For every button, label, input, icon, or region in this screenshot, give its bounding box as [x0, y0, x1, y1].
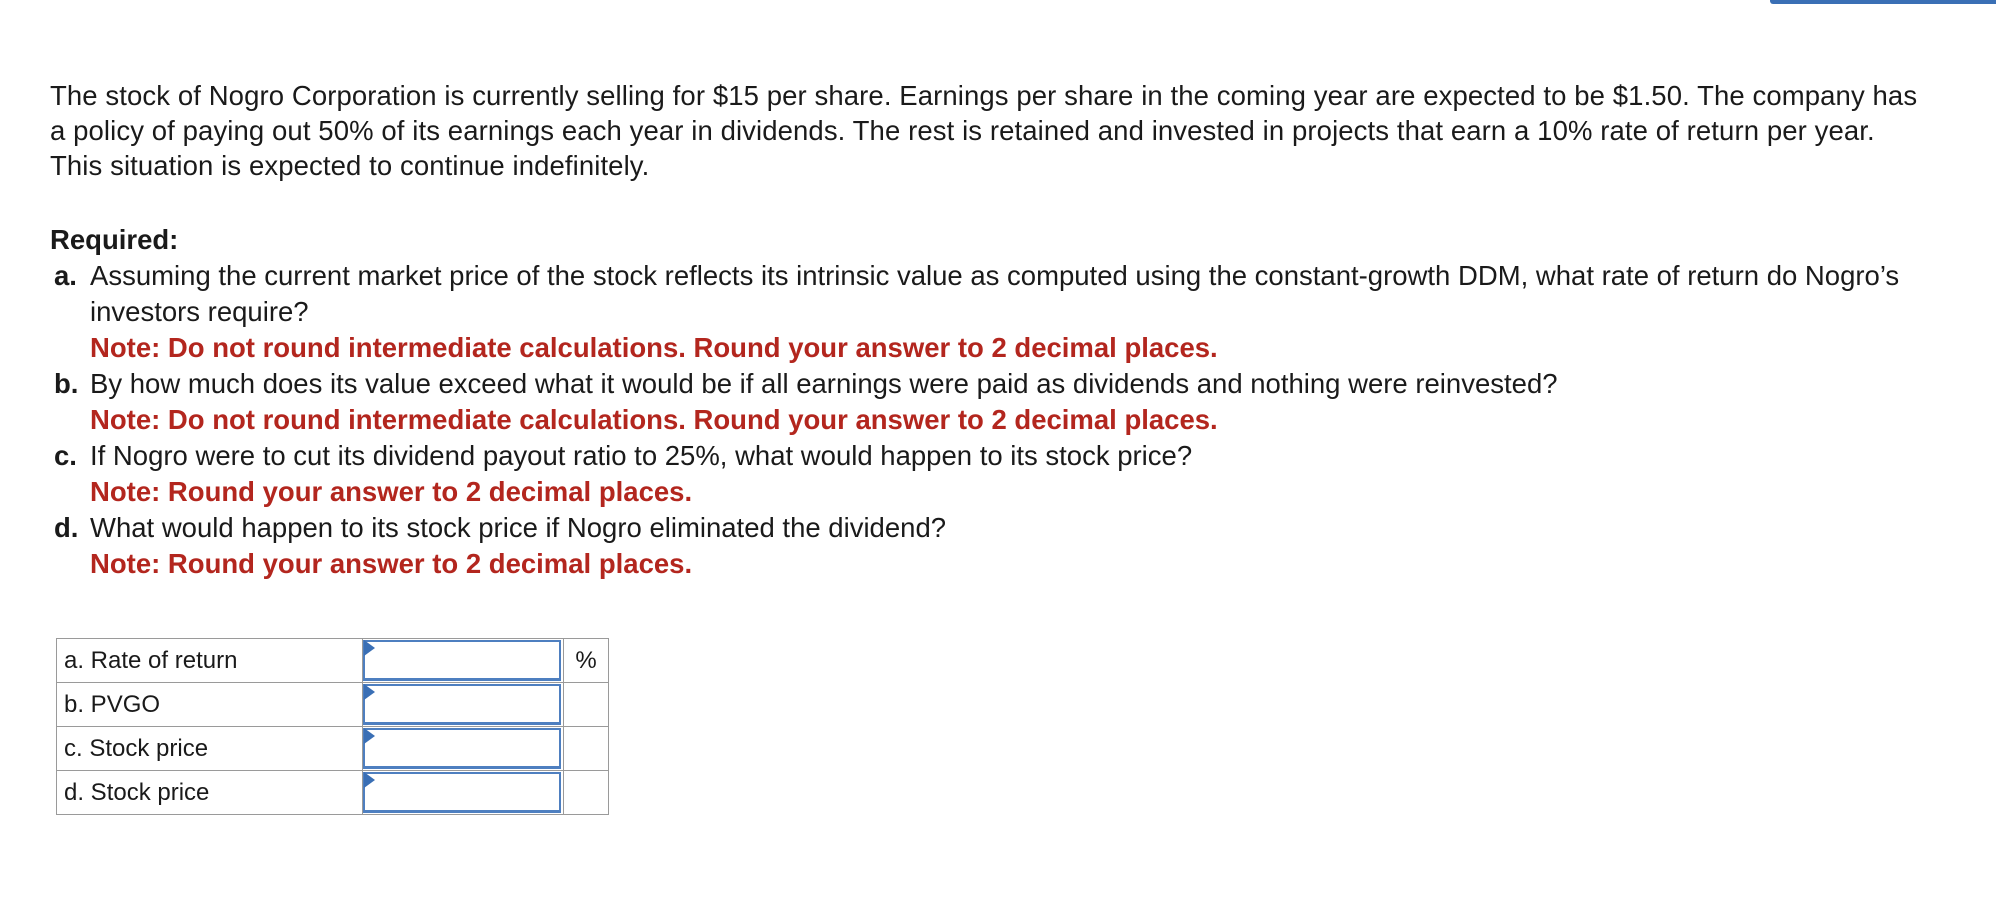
question-text: What would happen to its stock price if Nogro eliminated the dividend? — [90, 512, 947, 543]
answer-label: c. Stock price — [57, 727, 363, 771]
unit-cell — [564, 683, 609, 727]
answer-label: a. Rate of return — [57, 639, 363, 683]
answer-row-stock-price-d — [57, 771, 609, 815]
unit-cell — [564, 771, 609, 815]
question-content — [50, 78, 1930, 582]
percent-unit: % — [564, 639, 609, 683]
question-note: Note: Round your answer to 2 decimal places. — [90, 476, 693, 507]
stock-price-d-input[interactable] — [363, 772, 561, 813]
answer-input-cell — [363, 639, 564, 683]
question-text: By how much does its value exceed what it would be if all earnings were paid as dividends and nothing were reinvested? — [90, 368, 1558, 399]
top-accent-bar — [1770, 0, 1996, 4]
answer-row-rate-of-return — [57, 639, 609, 683]
question-letter: b. — [54, 368, 79, 399]
unit-cell — [564, 727, 609, 771]
answer-input-cell — [363, 683, 564, 727]
stock-price-c-input[interactable] — [363, 728, 561, 769]
answer-label: b. PVGO — [57, 683, 363, 727]
rate-of-return-input[interactable] — [363, 640, 561, 681]
question-letter: c. — [54, 440, 77, 471]
answer-input-cell — [363, 771, 564, 815]
question-text: Assuming the current market price of the stock reflects its intrinsic value as computed using the constant-growth DDM, what rate of return do Nogro’s investors require? — [90, 260, 1900, 327]
answer-table — [56, 638, 609, 815]
question-text: If Nogro were to cut its dividend payout ratio to 25%, what would happen to its stock price? — [90, 440, 1193, 471]
answer-input-cell — [363, 727, 564, 771]
problem-intro: The stock of Nogro Corporation is currently selling for $15 per share. Earnings per share in the coming year are expected to be $1.50. The company has a policy of paying out 50% of its earnings each year in dividends. The rest is retained and invested in projects that earn a 10% rate of return per year. This situation is expected to continue indefinitely. — [50, 80, 1918, 181]
pvgo-input[interactable] — [363, 684, 561, 725]
question-b — [50, 366, 1930, 438]
answer-row-stock-price-c — [57, 727, 609, 771]
question-note: Note: Do not round intermediate calculations. Round your answer to 2 decimal places. — [90, 404, 1218, 435]
question-d — [50, 510, 1930, 582]
question-c — [50, 438, 1930, 510]
question-note: Note: Round your answer to 2 decimal places. — [90, 548, 693, 579]
question-note: Note: Do not round intermediate calculations. Round your answer to 2 decimal places. — [90, 332, 1218, 363]
answer-label: d. Stock price — [57, 771, 363, 815]
question-letter: a. — [54, 260, 77, 291]
answer-row-pvgo — [57, 683, 609, 727]
question-list — [50, 258, 1930, 582]
required-heading: Required: — [50, 224, 179, 255]
question-a — [50, 258, 1930, 366]
question-letter: d. — [54, 512, 79, 543]
